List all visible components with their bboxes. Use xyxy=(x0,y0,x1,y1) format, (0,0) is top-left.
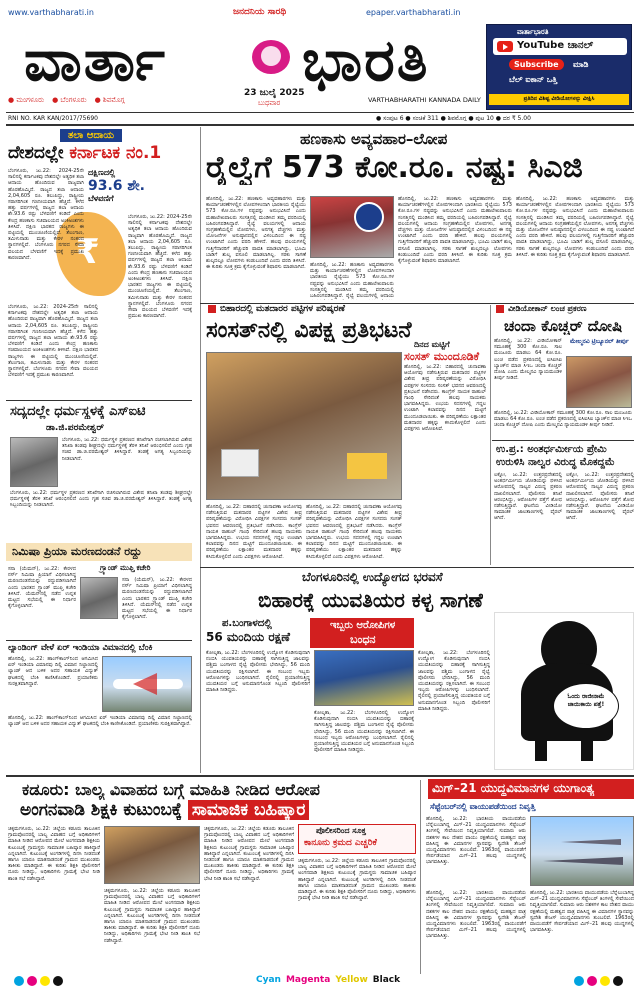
magenta-swatch-icon xyxy=(587,976,597,986)
mig-subhead: ಸೆಪ್ಟೆಂಬರ್‌ನಲ್ಲಿ ವಾಯುಪಡೆಯಿಂದ ನಿವೃತ್ತಿ xyxy=(430,802,536,811)
main-body-d: ಹೊಸದಿಲ್ಲಿ, ಜು.22: ಹಣಕಾಸು ಅವ್ಯವಹಾರಗಳು ಮತ್ತು ಕಾರ್ಯಾಚರಣೆಗಳಲ್ಲಿನ ಲೋಪಗಳಿಂದಾಗಿ ಭಾರತೀಯ ರೈಲ್ವೆಯು 573 ಕೋ.ರೂ.ಗಳ ನಷ್ಟವನ್ನು ಅನುಭವಿಸಿದೆ ಎಂದು ಮಹಾಲೇಖಪಾಲರು ಸಂಸತ್ತಿನಲ್ಲಿ ಮಂಡಿಸಿದ ತಮ್ಮ ವರದಿಯಲ್ಲಿ ಬಹಿರಂಗಪಡಿಸಿದ್ದಾರೆ. ರೈಲ್ವೆ ವಲಯಗಳಲ್ಲಿ ಆದಾಯ ಸಂಗ್ರಹಣೆಯಲ್ಲಿನ ಲೋಪಗಳು, ಅನಗತ್ಯ ವೆಚ್ಚಗಳು ಮತ್ತು ಯೋಜನೆಗಳ ಅನುಷ್ಠಾನದಲ್ಲಿನ ವಿಳಂಬದಿಂದ ಈ ನಷ್ಟ ಉಂಟಾಗಿದೆ ಎಂದು ವರದಿ ಹೇಳಿದೆ. ಹಲವು ವಲಯಗಳಲ್ಲಿ ಗುತ್ತಿಗೆದಾರರಿಗೆ ಹೆಚ್ಚುವರಿ ಪಾವತಿ ಮಾಡಲಾಗಿದ್ದು, ಭೂಮಿ ಬಾಡಿಗೆ ಶುಲ್ಕ ವಸೂಲಿ ಮಾಡಲಾಗಿಲ್ಲ. ಸರಕು ಸಾಗಣೆ ಶುಲ್ಕದಲ್ಲೂ ಲೋಪಗಳು ಕಂಡುಬಂದಿವೆ ಎಂದು ವರದಿ ತಿಳಿಸಿದೆ. ಈ ಕುರಿತು ಸೂಕ್ತ ಕ್ರಮ ಕೈಗೊಳ್ಳುವಂತೆ ಶಿಫಾರಸು ಮಾಡಲಾಗಿದೆ. xyxy=(516,196,634,258)
issue-date: 23 ಜುಲೈ 2025 xyxy=(244,88,305,98)
kadur-box-kicker: ಪೊಲೀಸರಿಂದ ಸೂಕ್ತ xyxy=(316,826,366,835)
headline-part-a: ದೇಶದಲ್ಲೇ xyxy=(8,143,64,163)
jobs-sub-d: ಬಂಧನ xyxy=(350,633,376,646)
mig-body-b: ಹೊಸದಿಲ್ಲಿ, ಜು.22: ಭಾರತೀಯ ವಾಯುಪಡೆಯ ಬೆನ್ನೆಲುಬಾಗಿದ್ದ ಮಿಗ್–21 ಯುದ್ಧವಿಮಾನಗಳು ಸೆಪ್ಟೆಂಬರ್ ತಿಂಗಳಲ್ಲಿ ಸೇವೆಯಿಂದ ನಿವೃತ್ತಿಯಾಗಲಿವೆ. ಸುಮಾರು ಆರು ದಶಕಗಳ ಕಾಲ ದೇಶದ ವಾಯು ರಕ್ಷಣೆಯಲ್ಲಿ ಮಹತ್ವದ ಪಾತ್ರ ವಹಿಸಿದ್ದ ಈ ವಿಮಾನಗಳ ಸ್ಥಾನವನ್ನು ಸ್ವದೇಶಿ ತೇಜಸ್ ಯುದ್ಧವಿಮಾನಗಳು ತುಂಬಲಿವೆ. 1963ರಲ್ಲಿ ವಾಯುಪಡೆಗೆ ಸೇರ್ಪಡೆಯಾದ ಮಿಗ್–21 ಹಲವು ಯುದ್ಧಗಳಲ್ಲಿ ಭಾಗವಹಿಸಿತ್ತು. xyxy=(426,890,526,940)
bullet-bihar-icon xyxy=(208,305,216,313)
chanda-caption: ಮೇಲ್ಮನವಿ ಟ್ರಿಬ್ಯೂನಲ್ ತೀರ್ಪು xyxy=(570,338,629,345)
kadur-body-c: ಚಿಕ್ಕಮಗಳೂರು, ಜು.22: ಜಿಲ್ಲೆಯ ಕಡೂರು ತಾಲೂಕಿನ ಗ್ರಾಮವೊಂದರಲ್ಲಿ ಬಾಲ್ಯ ವಿವಾಹದ ಬಗ್ಗೆ ಅಧಿಕಾರಿಗಳಿಗೆ ಮಾಹಿತಿ ನೀಡಿದ ಆರೋಪದ ಮೇಲೆ ಅಂಗನವಾಡಿ ಶಿಕ್ಷಕಿಯ ಕುಟುಂಬಕ್ಕೆ ಗ್ರಾಮಸ್ಥರು ಸಾಮಾಜಿಕ ಬಹಿಷ್ಕಾರ ಹಾಕಿದ್ದಾರೆ ಎನ್ನಲಾಗಿದೆ. ಕುಟುಂಬಕ್ಕೆ ಅಂಗಡಿಗಳಲ್ಲಿ ದಿನಸಿ ನೀಡದಂತೆ ಹಾಗೂ ಯಾರೂ ಮಾತನಾಡದಂತೆ ಗ್ರಾಮದ ಮುಖಂಡರು ತಾಕೀತು ಮಾಡಿದ್ದಾರೆ. ಈ ಕುರಿತು ಶಿಕ್ಷಕಿ ಪೊಲೀಸರಿಗೆ ದೂರು ನೀಡಿದ್ದು, ಅಧಿಕಾರಿಗಳು ಗ್ರಾಮಕ್ಕೆ ಭೇಟಿ ನೀಡಿ ಶಾಂತಿ ಸಭೆ ನಡೆಸಿದ್ದಾರೆ. xyxy=(204,826,294,882)
kadur-headline-2b: ಸಾಮಾಜಿಕ ಬಹಿಷ್ಕಾರ xyxy=(188,800,310,820)
up-body-a: ಲಕ್ನೋ, ಜು.22: ಉತ್ತರಪ್ರದೇಶದಲ್ಲಿ ಅಂತರ್ಧರ್ಮೀಯ ಜೋಡಿಯನ್ನು ಥಳಿಸಿದ ಆರೋಪದಲ್ಲಿ ನಾಲ್ವರ ವಿರುದ್ಧ ಪ್ರಕರಣ ದಾಖಲಿಸಲಾಗಿದೆ. ಪೊಲೀಸರು ತನಿಖೆ ಆರಂಭಿಸಿದ್ದು, ಆರೋಪಿಗಳ ಪತ್ತೆಗೆ ಶೋಧ ನಡೆಸುತ್ತಿದ್ದಾರೆ. ಘಟನೆಯ ವೀಡಿಯೋ ಸಾಮಾಜಿಕ ಜಾಲತಾಣಗಳಲ್ಲಿ ವೈರಲ್ ಆಗಿದೆ. xyxy=(494,472,562,522)
main-body-a: ಹೊಸದಿಲ್ಲಿ, ಜು.22: ಹಣಕಾಸು ಅವ್ಯವಹಾರಗಳು ಮತ್ತು ಕಾರ್ಯಾಚರಣೆಗಳಲ್ಲಿನ ಲೋಪಗಳಿಂದಾಗಿ ಭಾರತೀಯ ರೈಲ್ವೆಯು 573 ಕೋ.ರೂ.ಗಳ ನಷ್ಟವನ್ನು ಅನುಭವಿಸಿದೆ ಎಂದು ಮಹಾಲೇಖಪಾಲರು ಸಂಸತ್ತಿನಲ್ಲಿ ಮಂಡಿಸಿದ ತಮ್ಮ ವರದಿಯಲ್ಲಿ ಬಹಿರಂಗಪಡಿಸಿದ್ದಾರೆ. ರೈಲ್ವೆ ವಲಯಗಳಲ್ಲಿ ಆದಾಯ ಸಂಗ್ರಹಣೆಯಲ್ಲಿನ ಲೋಪಗಳು, ಅನಗತ್ಯ ವೆಚ್ಚಗಳು ಮತ್ತು ಯೋಜನೆಗಳ ಅನುಷ್ಠಾನದಲ್ಲಿನ ವಿಳಂಬದಿಂದ ಈ ನಷ್ಟ ಉಂಟಾಗಿದೆ ಎಂದು ವರದಿ ಹೇಳಿದೆ. ಹಲವು ವಲಯಗಳಲ್ಲಿ ಗುತ್ತಿಗೆದಾರರಿಗೆ ಹೆಚ್ಚುವರಿ ಪಾವತಿ ಮಾಡಲಾಗಿದ್ದು, ಭೂಮಿ ಬಾಡಿಗೆ ಶುಲ್ಕ ವಸೂಲಿ ಮಾಡಲಾಗಿಲ್ಲ. ಸರಕು ಸಾಗಣೆ ಶುಲ್ಕದಲ್ಲೂ ಲೋಪಗಳು ಕಂಡುಬಂದಿವೆ ಎಂದು ವರದಿ ತಿಳಿಸಿದೆ. ಈ ಕುರಿತು ಸೂಕ್ತ ಕ್ರಮ ಕೈಗೊಳ್ಳುವಂತೆ ಶಿಫಾರಸು ಮಾಡಲಾಗಿದೆ. xyxy=(206,196,306,271)
logo-emblem-icon xyxy=(252,40,290,74)
epaper-url[interactable]: epaper.varthabharati.in xyxy=(366,8,461,17)
youtube-ad-bell: ಬೆಲ್ ಐಕಾನ್ ಒತ್ತಿ xyxy=(509,75,558,84)
headline-landing: ಲ್ಯಾಂಡಿಂಗ್ ವೇಳೆ ಏರ್ ಇಂಡಿಯಾ ವಿಮಾನದಲ್ಲಿ ಬೆಂಕಿ xyxy=(8,643,153,653)
color-legend xyxy=(256,975,400,985)
main-body-b: ಹೊಸದಿಲ್ಲಿ, ಜು.22: ಹಣಕಾಸು ಅವ್ಯವಹಾರಗಳು ಮತ್ತು ಕಾರ್ಯಾಚರಣೆಗಳಲ್ಲಿನ ಲೋಪಗಳಿಂದಾಗಿ ಭಾರತೀಯ ರೈಲ್ವೆಯು 573 ಕೋ.ರೂ.ಗಳ ನಷ್ಟವನ್ನು ಅನುಭವಿಸಿದೆ ಎಂದು ಮಹಾಲೇಖಪಾಲರು ಸಂಸತ್ತಿನಲ್ಲಿ ಮಂಡಿಸಿದ ತಮ್ಮ ವರದಿಯಲ್ಲಿ ಬಹಿರಂಗಪಡಿಸಿದ್ದಾರೆ. ರೈಲ್ವೆ ವಲಯಗಳಲ್ಲಿ ಆದಾಯ xyxy=(310,262,394,300)
color-registration-left xyxy=(14,976,63,986)
edition-bengaluru: ● ಬೆಂಗಳೂರು xyxy=(52,96,87,104)
divider-left-2 xyxy=(6,640,192,641)
divider-left-1 xyxy=(6,400,192,401)
bihar-side-body: ಹೊಸದಿಲ್ಲಿ, ಜು.22: ಬಿಹಾರದಲ್ಲಿ ಚುನಾವಣಾ ಆಯೋಗವು ನಡೆಸುತ್ತಿರುವ ಮತದಾರರ ಪಟ್ಟಿಗಳ ವಿಶೇಷ ತೀವ್ರ ಪರಿಷ್ಕರಣೆಯನ್ನು ವಿರೋಧಿಸಿ ವಿಪಕ್ಷಗಳ ಸಂಸದರು ಸಂಸತ್ ಭವನದ ಆವರಣದಲ್ಲಿ ಪ್ರತಿಭಟನೆ ನಡೆಸಿದರು. ಕಾಂಗ್ರೆಸ್ ನಾಯಕ ರಾಹುಲ್ ಗಾಂಧಿ ಸೇರಿದಂತೆ ಹಲವು ನಾಯಕರು ಭಾಗವಹಿಸಿದ್ದರು. ಉಭಯ ಸದನಗಳಲ್ಲಿ ಗದ್ದಲ ಉಂಟಾಗಿ ಕಲಾಪವನ್ನು ದಿನದ ಮಟ್ಟಿಗೆ ಮುಂದೂಡಲಾಯಿತು. ಈ ಪರಿಷ್ಕರಣೆಯು ಲಕ್ಷಾಂತರ ಮತದಾರರ ಹಕ್ಕನ್ನು ಕಸಿದುಕೊಳ್ಳಲಿದೆ ಎಂದು ವಿಪಕ್ಷಗಳು ಆರೋಪಿಸಿವೆ. xyxy=(404,364,486,433)
youtube-ad-cta: ಮಾಡಿ xyxy=(573,60,589,69)
nimisha-body-a: ಸನಾ (ಯೆಮನ್), ಜು.22: ಕೇರಳದ ನರ್ಸ್ ನಿಮಿಷಾ ಪ್ರಿಯಾಗೆ ವಿಧಿಸಲಾಗಿದ್ದ ಮರಣದಂಡನೆಯನ್ನು ರದ್ದುಪಡಿಸಲಾಗಿದೆ ಎಂದು ಭಾರತದ ಗ್ರ್ಯಾಂಡ್ ಮುಫ್ತಿ ಕಚೇರಿ ತಿಳಿಸಿದೆ. ಯೆಮನ್‌ನಲ್ಲಿ ನಡೆದ ಉನ್ನತ ಮಟ್ಟದ ಸಭೆಯಲ್ಲಿ ಈ ನಿರ್ಧಾರ ಕೈಗೊಳ್ಳಲಾಗಿದೆ. xyxy=(8,566,76,610)
kadur-body-a: ಚಿಕ್ಕಮಗಳೂರು, ಜು.22: ಜಿಲ್ಲೆಯ ಕಡೂರು ತಾಲೂಕಿನ ಗ್ರಾಮವೊಂದರಲ್ಲಿ ಬಾಲ್ಯ ವಿವಾಹದ ಬಗ್ಗೆ ಅಧಿಕಾರಿಗಳಿಗೆ ಮಾಹಿತಿ ನೀಡಿದ ಆರೋಪದ ಮೇಲೆ ಅಂಗನವಾಡಿ ಶಿಕ್ಷಕಿಯ ಕುಟುಂಬಕ್ಕೆ ಗ್ರಾಮಸ್ಥರು ಸಾಮಾಜಿಕ ಬಹಿಷ್ಕಾರ ಹಾಕಿದ್ದಾರೆ ಎನ್ನಲಾಗಿದೆ. ಕುಟುಂಬಕ್ಕೆ ಅಂಗಡಿಗಳಲ್ಲಿ ದಿನಸಿ ನೀಡದಂತೆ ಹಾಗೂ ಯಾರೂ ಮಾತನಾಡದಂತೆ ಗ್ರಾಮದ ಮುಖಂಡರು ತಾಕೀತು ಮಾಡಿದ್ದಾರೆ. ಈ ಕುರಿತು ಶಿಕ್ಷಕಿ ಪೊಲೀಸರಿಗೆ ದೂರು ನೀಡಿದ್ದು, ಅಧಿಕಾರಿಗಳು ಗ್ರಾಮಕ್ಕೆ ಭೇಟಿ ನೀಡಿ ಶಾಂತಿ ಸಭೆ ನಡೆಸಿದ್ದಾರೆ. xyxy=(8,826,100,882)
landing-body-b: ಹೊಸದಿಲ್ಲಿ, ಜು.22: ಹಾಂಗ್‌ಕಾಂಗ್‌ನಿಂದ ಆಗಮಿಸಿದ ಏರ್ ಇಂಡಿಯಾ ವಿಮಾನವು ದಿಲ್ಲಿ ವಿಮಾನ ನಿಲ್ದಾಣದಲ್ಲಿ ಲ್ಯಾಂಡ್ ಆದ ಬಳಿಕ ಅದರ ಸಹಾಯಕ ವಿದ್ಯುತ್ ಘಟಕದಲ್ಲಿ ಬೆಂಕಿ ಕಾಣಿಸಿಕೊಂಡಿದೆ. ಪ್ರಯಾಣಿಕರು ಸುರಕ್ಷಿತವಾಗಿದ್ದಾರೆ. xyxy=(8,715,192,728)
youtube-ad-brand: ವಾರ್ತಾಭಾರತಿ xyxy=(517,28,549,36)
yellow-swatch-icon xyxy=(40,976,50,986)
jobs-kicker: ಬೆಂಗಳೂರಿನಲ್ಲಿ ಉದ್ಯೋಗದ ಭರವಸೆ xyxy=(302,570,443,584)
jobs-body-a: ಕೋಲ್ಕತಾ, ಜು.22: ಬೆಂಗಳೂರಿನಲ್ಲಿ ಉದ್ಯೋಗ ಕೊಡಿಸುವುದಾಗಿ ನಂಬಿಸಿ ಯುವತಿಯರನ್ನು ಬಿಹಾರಕ್ಕೆ ಸಾಗಿಸುತ್ತಿದ್ದ ಜಾಲವನ್ನು ಪಶ್ಚಿಮ ಬಂಗಾಳದ ರೈಲ್ವೆ ಪೊಲೀಸರು ಭೇದಿಸಿದ್ದು, 56 ಮಂದಿ ಯುವತಿಯರನ್ನು ರಕ್ಷಿಸಲಾಗಿದೆ. ಈ ಸಂಬಂಧ ಇಬ್ಬರು ಆರೋಪಿಗಳನ್ನು ಬಂಧಿಸಲಾಗಿದೆ. ರೈಲಿನಲ್ಲಿ ಪ್ರಯಾಣಿಸುತ್ತಿದ್ದ ಯುವತಿಯರ ಬಗ್ಗೆ ಅನುಮಾನಗೊಂಡ ಸಿಬ್ಬಂದಿ ಪೊಲೀಸರಿಗೆ ಮಾಹಿತಿ ನೀಡಿದ್ದರು. xyxy=(206,650,310,694)
section-tag-per-capita: ತಲಾ ಆದಾಯ xyxy=(60,129,122,142)
black-swatch-icon xyxy=(53,976,63,986)
headline-sit: ಸದ್ಯದಲ್ಲೇ ಧರ್ಮಸ್ಥಳಕ್ಕೆ ಎಸ್‌ಐಟಿ xyxy=(10,404,146,419)
jobs-body-c: ಕೋಲ್ಕತಾ, ಜು.22: ಬೆಂಗಳೂರಿನಲ್ಲಿ ಉದ್ಯೋಗ ಕೊಡಿಸುವುದಾಗಿ ನಂಬಿಸಿ ಯುವತಿಯರನ್ನು ಬಿಹಾರಕ್ಕೆ ಸಾಗಿಸುತ್ತಿದ್ದ ಜಾಲವನ್ನು ಪಶ್ಚಿಮ ಬಂಗಾಳದ ರೈಲ್ವೆ ಪೊಲೀಸರು ಭೇದಿಸಿದ್ದು, 56 ಮಂದಿ ಯುವತಿಯರನ್ನು ರಕ್ಷಿಸಲಾಗಿದೆ. ಈ ಸಂಬಂಧ ಇಬ್ಬರು ಆರೋಪಿಗಳನ್ನು ಬಂಧಿಸಲಾಗಿದೆ. ರೈಲಿನಲ್ಲಿ ಪ್ರಯಾಣಿಸುತ್ತಿದ್ದ ಯುವತಿಯರ ಬಗ್ಗೆ ಅನುಮಾನಗೊಂಡ ಸಿಬ್ಬಂದಿ ಪೊಲೀಸರಿಗೆ ಮಾಹಿತಿ ನೀಡಿದ್ದರು. xyxy=(418,650,490,712)
main-headline xyxy=(206,150,634,185)
jobs-sub-c: ಇಬ್ಬರು ಆರೋಪಿಗಳ xyxy=(330,620,396,631)
south-label: ದಕ್ಷಿಣದಲ್ಲಿ xyxy=(88,168,116,177)
headline-nimisha: ನಿಮಿಷಾ ಪ್ರಿಯಾ ಮರಣದಂಡನೆ ರದ್ದು xyxy=(12,545,142,558)
main-headline-text: ರೈಲ್ವೆಗೆ 573 ಕೋ.ರೂ. ನಷ್ಟ: ಸಿಎಜಿ xyxy=(206,150,583,185)
nimisha-kicker: ಗ್ರ್ಯಾಂಡ್ ಮುಫ್ತಿ ಕಚೇರಿ xyxy=(100,564,151,572)
tagline: ಜನದನಿಯ ಸಾರಥಿ xyxy=(233,7,287,17)
youtube-ad[interactable] xyxy=(486,24,632,110)
jobs-sub-a: ಪ.ಬಂಗಾಳದಲ್ಲಿ xyxy=(222,618,272,629)
divider-up xyxy=(492,440,634,441)
masthead-divider-2 xyxy=(6,124,634,126)
bihar-kicker: ಬಿಹಾರದಲ್ಲಿ ಮತದಾರರ ಪಟ್ಟಿಗಳ ಪರಿಷ್ಕರಣೆ xyxy=(220,304,345,314)
youtube-channel-text: YouTube ಚಾನಲ್ xyxy=(517,40,594,51)
kadur-headline-2 xyxy=(20,800,309,820)
photo-parameshwar xyxy=(10,437,58,487)
cartoon-caption: ಓಂದು ರಾಜೀನಾಮೆ ಜಾಯಿಕಾಯಿ ಪತ್ತೆ! xyxy=(567,693,605,708)
website-url[interactable]: www.varthabharati.in xyxy=(8,8,94,17)
photo-nimisha xyxy=(80,577,118,619)
jobs-sub-b xyxy=(206,630,290,645)
bihar-body-a: ಹೊಸದಿಲ್ಲಿ, ಜು.22: ಬಿಹಾರದಲ್ಲಿ ಚುನಾವಣಾ ಆಯೋಗವು ನಡೆಸುತ್ತಿರುವ ಮತದಾರರ ಪಟ್ಟಿಗಳ ವಿಶೇಷ ತೀವ್ರ ಪರಿಷ್ಕರಣೆಯನ್ನು ವಿರೋಧಿಸಿ ವಿಪಕ್ಷಗಳ ಸಂಸದರು ಸಂಸತ್ ಭವನದ ಆವರಣದಲ್ಲಿ ಪ್ರತಿಭಟನೆ ನಡೆಸಿದರು. ಕಾಂಗ್ರೆಸ್ ನಾಯಕ ರಾಹುಲ್ ಗಾಂಧಿ ಸೇರಿದಂತೆ ಹಲವು ನಾಯಕರು ಭಾಗವಹಿಸಿದ್ದರು. ಉಭಯ ಸದನಗಳಲ್ಲಿ ಗದ್ದಲ ಉಂಟಾಗಿ ಕಲಾಪವನ್ನು ದಿನದ ಮಟ್ಟಿಗೆ ಮುಂದೂಡಲಾಯಿತು. ಈ ಪರಿಷ್ಕರಣೆಯು ಲಕ್ಷಾಂತರ ಮತದಾರರ ಹಕ್ಕನ್ನು ಕಸಿದುಕೊಳ್ಳಲಿದೆ ಎಂದು ವಿಪಕ್ಷಗಳು ಆರೋಪಿಸಿವೆ. xyxy=(206,504,302,560)
edition-shivamogga: ● ಶಿವಮೊಗ್ಗ xyxy=(94,96,125,104)
karnataka-map-icon: ₹ xyxy=(56,212,126,296)
rni-number: RNI NO. KAR KAN/2017/75690 xyxy=(8,115,98,122)
kadur-body-b: ಚಿಕ್ಕಮಗಳೂರು, ಜು.22: ಜಿಲ್ಲೆಯ ಕಡೂರು ತಾಲೂಕಿನ ಗ್ರಾಮವೊಂದರಲ್ಲಿ ಬಾಲ್ಯ ವಿವಾಹದ ಬಗ್ಗೆ ಅಧಿಕಾರಿಗಳಿಗೆ ಮಾಹಿತಿ ನೀಡಿದ ಆರೋಪದ ಮೇಲೆ ಅಂಗನವಾಡಿ ಶಿಕ್ಷಕಿಯ ಕುಟುಂಬಕ್ಕೆ ಗ್ರಾಮಸ್ಥರು ಸಾಮಾಜಿಕ ಬಹಿಷ್ಕಾರ ಹಾಕಿದ್ದಾರೆ ಎನ್ನಲಾಗಿದೆ. ಕುಟುಂಬಕ್ಕೆ ಅಂಗಡಿಗಳಲ್ಲಿ ದಿನಸಿ ನೀಡದಂತೆ ಹಾಗೂ ಯಾರೂ ಮಾತನಾಡದಂತೆ ಗ್ರಾಮದ ಮುಖಂಡರು ತಾಕೀತು ಮಾಡಿದ್ದಾರೆ. ಈ ಕುರಿತು ಶಿಕ್ಷಕಿ ಪೊಲೀಸರಿಗೆ ದೂರು ನೀಡಿದ್ದು, ಅಧಿಕಾರಿಗಳು ಗ್ರಾಮಕ್ಕೆ ಭೇಟಿ ನೀಡಿ ಶಾಂತಿ ಸಭೆ ನಡೆಸಿದ್ದಾರೆ. xyxy=(104,888,200,944)
sit-body-b: ಬೆಂಗಳೂರು, ಜು.22: ಧರ್ಮಸ್ಥಳ ಪ್ರಕರಣದ ತನಿಖೆಗಾಗಿ ರಚಿಸಲಾಗಿರುವ ವಿಶೇಷ ತನಿಖಾ ತಂಡವು ಶೀಘ್ರದಲ್ಲೇ ಧರ್ಮಸ್ಥಳಕ್ಕೆ ತೆರಳಿ ತನಿಖೆ ಆರಂಭಿಸಲಿದೆ ಎಂದು ಗೃಹ ಸಚಿವ ಡಾ.ಜಿ.ಪರಮೇಶ್ವರ್ ತಿಳಿಸಿದ್ದಾರೆ. ತಂಡಕ್ಕೆ ಅಗತ್ಯ ಸಿಬ್ಬಂದಿಯನ್ನು ನೀಡಲಾಗಿದೆ. xyxy=(10,490,192,509)
bullet-chanda-icon xyxy=(496,305,504,313)
up-headline: ಉ.ಪ್ರ.: ಅಂತರ್ಧರ್ಮೀಯ ಪ್ರೇಮಿ ಉರುಳಿಸಿ ನಾಲ್ವರ ವಿರುದ್ಧ ಮೊಕದ್ದಮೆ xyxy=(496,444,615,468)
youtube-banner xyxy=(493,38,627,55)
photo-train xyxy=(310,196,394,258)
youtube-play-icon xyxy=(497,41,513,52)
growth-stat: 93.6 ಶೇ. xyxy=(88,178,145,194)
kadur-headline-1: ಕಡೂರು: ಬಾಲ್ಯ ವಿವಾಹದ ಬಗ್ಗೆ ಮಾಹಿತಿ ನೀಡಿದ ಆರೋಪ xyxy=(22,780,320,799)
column-divider-right xyxy=(490,305,491,565)
chanda-kicker: ವೀಡಿಯೋಕಾನ್ ಲಂಚ ಪ್ರಕರಣ xyxy=(508,304,587,313)
up-body-b: ಲಕ್ನೋ, ಜು.22: ಉತ್ತರಪ್ರದೇಶದಲ್ಲಿ ಅಂತರ್ಧರ್ಮೀಯ ಜೋಡಿಯನ್ನು ಥಳಿಸಿದ ಆರೋಪದಲ್ಲಿ ನಾಲ್ವರ ವಿರುದ್ಧ ಪ್ರಕರಣ ದಾಖಲಿಸಲಾಗಿದೆ. ಪೊಲೀಸರು ತನಿಖೆ ಆರಂಭಿಸಿದ್ದು, ಆರೋಪಿಗಳ ಪತ್ತೆಗೆ ಶೋಧ ನಡೆಸುತ್ತಿದ್ದಾರೆ. ಘಟನೆಯ ವೀಡಿಯೋ ಸಾಮಾಜಿಕ ಜಾಲತಾಣಗಳಲ್ಲಿ ವೈರಲ್ ಆಗಿದೆ. xyxy=(566,472,634,522)
edition-mangaluru: ● ಮಂಗಳೂರು xyxy=(8,96,45,104)
headline-karnataka-first xyxy=(8,143,161,163)
byline-parameshwar: ಡಾ.ಜಿ.ಪರಮೇಶ್ವರ್ xyxy=(46,423,105,433)
mig-body-c: ಹೊಸದಿಲ್ಲಿ, ಜು.22: ಭಾರತೀಯ ವಾಯುಪಡೆಯ ಬೆನ್ನೆಲುಬಾಗಿದ್ದ ಮಿಗ್–21 ಯುದ್ಧವಿಮಾನಗಳು ಸೆಪ್ಟೆಂಬರ್ ತಿಂಗಳಲ್ಲಿ ಸೇವೆಯಿಂದ ನಿವೃತ್ತಿಯಾಗಲಿವೆ. ಸುಮಾರು ಆರು ದಶಕಗಳ ಕಾಲ ದೇಶದ ವಾಯು ರಕ್ಷಣೆಯಲ್ಲಿ ಮಹತ್ವದ ಪಾತ್ರ ವಹಿಸಿದ್ದ ಈ ವಿಮಾನಗಳ ಸ್ಥಾನವನ್ನು ಸ್ವದೇಶಿ ತೇಜಸ್ ಯುದ್ಧವಿಮಾನಗಳು ತುಂಬಲಿವೆ. 1963ರಲ್ಲಿ ವಾಯುಪಡೆಗೆ ಸೇರ್ಪಡೆಯಾದ ಮಿಗ್–21 ಹಲವು ಯುದ್ಧಗಳಲ್ಲಿ ಭಾಗವಹಿಸಿತ್ತು. xyxy=(530,890,634,934)
masthead-title-left: ವಾರ್ತಾ xyxy=(24,26,167,94)
masthead-title-right: ಭಾರತಿ xyxy=(302,26,430,94)
legend-cyan: Cyan xyxy=(256,975,281,985)
sit-body-a: ಬೆಂಗಳೂರು, ಜು.22: ಧರ್ಮಸ್ಥಳ ಪ್ರಕರಣದ ತನಿಖೆಗಾಗಿ ರಚಿಸಲಾಗಿರುವ ವಿಶೇಷ ತನಿಖಾ ತಂಡವು ಶೀಘ್ರದಲ್ಲೇ ಧರ್ಮಸ್ಥಳಕ್ಕೆ ತೆರಳಿ ತನಿಖೆ ಆರಂಭಿಸಲಿದೆ ಎಂದು ಗೃಹ ಸಚಿವ ಡಾ.ಜಿ.ಪರಮೇಶ್ವರ್ ತಿಳಿಸಿದ್ದಾರೆ. ತಂಡಕ್ಕೆ ಅಗತ್ಯ ಸಿಬ್ಬಂದಿಯನ್ನು ನೀಡಲಾಗಿದೆ. xyxy=(62,437,192,462)
karnataka-body-c: ಬೆಂಗಳೂರು, ಜು.22: 2024-25ನೇ ಸಾಲಿನಲ್ಲಿ ಕರ್ನಾಟಕವು ದೇಶದಲ್ಲೇ ಅತ್ಯಧಿಕ ತಲಾ ಆದಾಯ ಹೊಂದಿರುವ ರಾಜ್ಯವಾಗಿ ಹೊರಹೊಮ್ಮಿದೆ. ರಾಜ್ಯದ ತಲಾ ಆದಾಯ 2,04,605 ರೂ. ತಲುಪಿದ್ದು, ರಾಷ್ಟ್ರೀಯ ಸರಾಸರಿಗಿಂತ ಗಣನೀಯವಾಗಿ ಹೆಚ್ಚಿದೆ. ಕಳೆದ ಹತ್ತು ವರ್ಷಗಳಲ್ಲಿ ರಾಜ್ಯದ ತಲಾ ಆದಾಯ ಶೇ.93.6 ರಷ್ಟು ಬೆಳವಣಿಗೆ ಕಂಡಿದೆ ಎಂದು ಕೇಂದ್ರ ಹಣಕಾಸು ಸಚಿವಾಲಯದ ಅಂಕಿಅಂಶಗಳು ತಿಳಿಸಿವೆ. ದಕ್ಷಿಣ ಭಾರತದ ರಾಜ್ಯಗಳು ಈ ಪಟ್ಟಿಯಲ್ಲಿ ಮುಂಚೂಣಿಯಲ್ಲಿವೆ. ತೆಲಂಗಾಣ, ತಮಿಳುನಾಡು ಮತ್ತು ಕೇರಳ ನಂತರದ ಸ್ಥಾನಗಳಲ್ಲಿವೆ. ಬೆಂಗಳೂರು ನಗರದ ಸೇವಾ ವಲಯದ ಬೆಳವಣಿಗೆ ಇದಕ್ಕೆ ಪ್ರಮುಖ ಕಾರಣವಾಗಿದೆ. xyxy=(128,214,192,320)
issue-weekday: ಬುಧವಾರ xyxy=(258,99,281,107)
bihar-body-b: ಹೊಸದಿಲ್ಲಿ, ಜು.22: ಬಿಹಾರದಲ್ಲಿ ಚುನಾವಣಾ ಆಯೋಗವು ನಡೆಸುತ್ತಿರುವ ಮತದಾರರ ಪಟ್ಟಿಗಳ ವಿಶೇಷ ತೀವ್ರ ಪರಿಷ್ಕರಣೆಯನ್ನು ವಿರೋಧಿಸಿ ವಿಪಕ್ಷಗಳ ಸಂಸದರು ಸಂಸತ್ ಭವನದ ಆವರಣದಲ್ಲಿ ಪ್ರತಿಭಟನೆ ನಡೆಸಿದರು. ಕಾಂಗ್ರೆಸ್ ನಾಯಕ ರಾಹುಲ್ ಗಾಂಧಿ ಸೇರಿದಂತೆ ಹಲವು ನಾಯಕರು ಭಾಗವಹಿಸಿದ್ದರು. ಉಭಯ ಸದನಗಳಲ್ಲಿ ಗದ್ದಲ ಉಂಟಾಗಿ ಕಲಾಪವನ್ನು ದಿನದ ಮಟ್ಟಿಗೆ ಮುಂದೂಡಲಾಯಿತು. ಈ ಪರಿಷ್ಕರಣೆಯು ಲಕ್ಷಾಂತರ ಮತದಾರರ ಹಕ್ಕನ್ನು ಕಸಿದುಕೊಳ್ಳಲಿದೆ ಎಂದು ವಿಪಕ್ಷಗಳು ಆರೋಪಿಸಿವೆ. xyxy=(306,504,402,560)
legend-magenta: Magenta xyxy=(285,975,331,985)
cyan-swatch-icon xyxy=(14,976,24,986)
yellow-swatch-icon xyxy=(600,976,610,986)
youtube-ad-footer: ಪ್ರತಿದಿನ ವಿಶಿಷ್ಟ ವೀಡಿಯೋಗಳನ್ನು ವೀಕ್ಷಿಸಿ xyxy=(489,94,629,105)
subscribe-button[interactable]: Subscribe xyxy=(509,59,564,70)
mig-body-a: ಹೊಸದಿಲ್ಲಿ, ಜು.22: ಭಾರತೀಯ ವಾಯುಪಡೆಯ ಬೆನ್ನೆಲುಬಾಗಿದ್ದ ಮಿಗ್–21 ಯುದ್ಧವಿಮಾನಗಳು ಸೆಪ್ಟೆಂಬರ್ ತಿಂಗಳಲ್ಲಿ ಸೇವೆಯಿಂದ ನಿವೃತ್ತಿಯಾಗಲಿವೆ. ಸುಮಾರು ಆರು ದಶಕಗಳ ಕಾಲ ದೇಶದ ವಾಯು ರಕ್ಷಣೆಯಲ್ಲಿ ಮಹತ್ವದ ಪಾತ್ರ ವಹಿಸಿದ್ದ ಈ ವಿಮಾನಗಳ ಸ್ಥಾನವನ್ನು ಸ್ವದೇಶಿ ತೇಜಸ್ ಯುದ್ಧವಿಮಾನಗಳು ತುಂಬಲಿವೆ. 1963ರಲ್ಲಿ ವಾಯುಪಡೆಗೆ ಸೇರ್ಪಡೆಯಾದ ಮಿಗ್–21 ಹಲವು ಯುದ್ಧಗಳಲ್ಲಿ ಭಾಗವಹಿಸಿತ್ತು. xyxy=(426,816,526,866)
mig-headline: ಮಿಗ್–21 ಯುದ್ಧವಿಮಾನಗಳ ಯುಗಾಂತ್ಯ xyxy=(432,781,595,795)
column-divider-main xyxy=(200,127,201,773)
cyan-swatch-icon xyxy=(574,976,584,986)
legend-yellow: Yellow xyxy=(335,975,368,985)
editions-list xyxy=(8,96,125,105)
photo-train-station xyxy=(314,650,414,706)
color-registration-right xyxy=(574,976,623,986)
kadur-headline-2a: ಅಂಗನವಾಡಿ ಶಿಕ್ಷಕಿ ಕುಟುಂಬಕ್ಕೆ xyxy=(20,800,182,820)
kadur-body-d: ಚಿಕ್ಕಮಗಳೂರು, ಜು.22: ಜಿಲ್ಲೆಯ ಕಡೂರು ತಾಲೂಕಿನ ಗ್ರಾಮವೊಂದರಲ್ಲಿ ಬಾಲ್ಯ ವಿವಾಹದ ಬಗ್ಗೆ ಅಧಿಕಾರಿಗಳಿಗೆ ಮಾಹಿತಿ ನೀಡಿದ ಆರೋಪದ ಮೇಲೆ ಅಂಗನವಾಡಿ ಶಿಕ್ಷಕಿಯ ಕುಟುಂಬಕ್ಕೆ ಗ್ರಾಮಸ್ಥರು ಸಾಮಾಜಿಕ ಬಹಿಷ್ಕಾರ ಹಾಕಿದ್ದಾರೆ ಎನ್ನಲಾಗಿದೆ. ಕುಟುಂಬಕ್ಕೆ ಅಂಗಡಿಗಳಲ್ಲಿ ದಿನಸಿ ನೀಡದಂತೆ ಹಾಗೂ ಯಾರೂ ಮಾತನಾಡದಂತೆ ಗ್ರಾಮದ ಮುಖಂಡರು ತಾಕೀತು ಮಾಡಿದ್ದಾರೆ. ಈ ಕುರಿತು ಶಿಕ್ಷಕಿ ಪೊಲೀಸರಿಗೆ ದೂರು ನೀಡಿದ್ದು, ಅಧಿಕಾರಿಗಳು ಗ್ರಾಮಕ್ಕೆ ಭೇಟಿ ನೀಡಿ ಶಾಂತಿ ಸಭೆ ನಡೆಸಿದ್ದಾರೆ. xyxy=(298,858,416,902)
divider-jobs xyxy=(200,567,634,568)
bihar-side-kicker: ದಿನದ ಮಟ್ಟಿಗೆ xyxy=(414,340,450,349)
growth-stat-label: ಬೆಳವಣಿಗೆ xyxy=(88,194,114,203)
column-divider-mig xyxy=(420,780,421,974)
photo-mig21-jets xyxy=(530,816,634,886)
bihar-side-headline: ಸಂಸತ್ ಮುಂದೂಡಿಕೆ xyxy=(404,350,480,363)
chanda-body-a: ಹೊಸದಿಲ್ಲಿ, ಜು.22: ವೀಡಿಯೋಕಾನ್ ಸಮೂಹಕ್ಕೆ 300 ಕೋ.ರೂ. ಸಾಲ ಮಂಜೂರು ಮಾಡಲು 64 ಕೋ.ರೂ. ಲಂಚ ಪಡೆದ ಪ್ರಕರಣದಲ್ಲಿ ಐಸಿಐಸಿಐ ಬ್ಯಾಂಕ್‌ನ ಮಾಜಿ ಸಿಇಒ ಚಂದಾ ಕೊಚ್ಚರ್ ದೋಷಿ ಎಂದು ಮೇಲ್ಮನವಿ ನ್ಯಾಯಮಂಡಳಿ ತೀರ್ಪು ನೀಡಿದೆ. xyxy=(494,338,562,382)
chanda-body-b: ಹೊಸದಿಲ್ಲಿ, ಜು.22: ವೀಡಿಯೋಕಾನ್ ಸಮೂಹಕ್ಕೆ 300 ಕೋ.ರೂ. ಸಾಲ ಮಂಜೂರು ಮಾಡಲು 64 ಕೋ.ರೂ. ಲಂಚ ಪಡೆದ ಪ್ರಕರಣದಲ್ಲಿ ಐಸಿಐಸಿಐ ಬ್ಯಾಂಕ್‌ನ ಮಾಜಿ ಸಿಇಒ ಚಂದಾ ಕೊಚ್ಚರ್ ದೋಷಿ ಎಂದು ಮೇಲ್ಮನವಿ ನ್ಯಾಯಮಂಡಳಿ ತೀರ್ಪು ನೀಡಿದೆ. xyxy=(494,410,632,429)
main-kicker: ಹಣಕಾಸು ಅವ್ಯವಹಾರ–ಲೋಪ xyxy=(300,130,448,148)
issue-info: ● ಸಂಪುಟ 6 ● ಸಂಚಿಕೆ 311 ● ಶಿವಮೊಗ್ಗ ● ಪುಟ 10 ● ದರ ₹ 5.00 xyxy=(376,115,531,122)
jobs-headline: ಬಿಹಾರಕ್ಕೆ ಯುವತಿಯರ ಕಳ್ಳ ಸಾಗಣೆ xyxy=(258,588,483,612)
kadur-box-headline: ಕಾನೂನು ಕ್ರಮದ ಎಚ್ಚರಿಕೆ xyxy=(304,838,377,848)
jobs-body-b: ಕೋಲ್ಕತಾ, ಜು.22: ಬೆಂಗಳೂರಿನಲ್ಲಿ ಉದ್ಯೋಗ ಕೊಡಿಸುವುದಾಗಿ ನಂಬಿಸಿ ಯುವತಿಯರನ್ನು ಬಿಹಾರಕ್ಕೆ ಸಾಗಿಸುತ್ತಿದ್ದ ಜಾಲವನ್ನು ಪಶ್ಚಿಮ ಬಂಗಾಳದ ರೈಲ್ವೆ ಪೊಲೀಸರು ಭೇದಿಸಿದ್ದು, 56 ಮಂದಿ ಯುವತಿಯರನ್ನು ರಕ್ಷಿಸಲಾಗಿದೆ. ಈ ಸಂಬಂಧ ಇಬ್ಬರು ಆರೋಪಿಗಳನ್ನು ಬಂಧಿಸಲಾಗಿದೆ. ರೈಲಿನಲ್ಲಿ ಪ್ರಯಾಣಿಸುತ್ತಿದ್ದ ಯುವತಿಯರ ಬಗ್ಗೆ ಅನುಮಾನಗೊಂಡ ಸಿಬ್ಬಂದಿ ಪೊಲೀಸರಿಗೆ ಮಾಹಿತಿ ನೀಡಿದ್ದರು. xyxy=(314,710,414,754)
chanda-headline: ಚಂದಾ ಕೊಚ್ಚರ್ ದೋಷಿ xyxy=(504,317,623,335)
photo-chanda-kochhar xyxy=(566,356,632,408)
photo-parliament-protest xyxy=(206,352,402,500)
nimisha-body-b: ಸನಾ (ಯೆಮನ್), ಜು.22: ಕೇರಳದ ನರ್ಸ್ ನಿಮಿಷಾ ಪ್ರಿಯಾಗೆ ವಿಧಿಸಲಾಗಿದ್ದ ಮರಣದಂಡನೆಯನ್ನು ರದ್ದುಪಡಿಸಲಾಗಿದೆ ಎಂದು ಭಾರತದ ಗ್ರ್ಯಾಂಡ್ ಮುಫ್ತಿ ಕಚೇರಿ ತಿಳಿಸಿದೆ. ಯೆಮನ್‌ನಲ್ಲಿ ನಡೆದ ಉನ್ನತ ಮಟ್ಟದ ಸಭೆಯಲ್ಲಿ ಈ ನಿರ್ಧಾರ ಕೈಗೊಳ್ಳಲಾಗಿದೆ. xyxy=(122,577,192,621)
bihar-headline: ಸಂಸತ್‌ನಲ್ಲಿ ವಿಪಕ್ಷ ಪ್ರತಿಭಟನೆ xyxy=(206,318,412,343)
masthead-divider xyxy=(6,112,634,113)
jobs-sub-b-text: 56 ಮಂದಿಯ ರಕ್ಷಣೆ xyxy=(206,630,290,644)
magenta-swatch-icon xyxy=(27,976,37,986)
divider-kadur xyxy=(6,775,634,777)
daily-name: VARTHABHARATHI KANNADA DAILY xyxy=(368,96,481,104)
photo-kadur-village xyxy=(104,826,200,884)
karnataka-body-b: ಬೆಂಗಳೂರು, ಜು.22: 2024-25ನೇ ಸಾಲಿನಲ್ಲಿ ಕರ್ನಾಟಕವು ದೇಶದಲ್ಲೇ ಅತ್ಯಧಿಕ ತಲಾ ಆದಾಯ ಹೊಂದಿರುವ ರಾಜ್ಯವಾಗಿ ಹೊರಹೊಮ್ಮಿದೆ. ರಾಜ್ಯದ ತಲಾ ಆದಾಯ 2,04,605 ರೂ. ತಲುಪಿದ್ದು, ರಾಷ್ಟ್ರೀಯ ಸರಾಸರಿಗಿಂತ ಗಣನೀಯವಾಗಿ ಹೆಚ್ಚಿದೆ. ಕಳೆದ ಹತ್ತು ವರ್ಷಗಳಲ್ಲಿ ರಾಜ್ಯದ ತಲಾ ಆದಾಯ ಶೇ.93.6 ರಷ್ಟು ಬೆಳವಣಿಗೆ ಕಂಡಿದೆ ಎಂದು ಕೇಂದ್ರ ಹಣಕಾಸು ಸಚಿವಾಲಯದ ಅಂಕಿಅಂಶಗಳು ತಿಳಿಸಿವೆ. ದಕ್ಷಿಣ ಭಾರತದ ರಾಜ್ಯಗಳು ಈ ಪಟ್ಟಿಯಲ್ಲಿ ಮುಂಚೂಣಿಯಲ್ಲಿವೆ. ತೆಲಂಗಾಣ, ತಮಿಳುನಾಡು ಮತ್ತು ಕೇರಳ ನಂತರದ ಸ್ಥಾನಗಳಲ್ಲಿವೆ. ಬೆಂಗಳೂರು ನಗರದ ಸೇವಾ ವಲಯದ ಬೆಳವಣಿಗೆ ಇದಕ್ಕೆ ಪ್ರಮುಖ ಕಾರಣವಾಗಿದೆ. xyxy=(8,304,98,379)
karnataka-body-a: ಬೆಂಗಳೂರು, ಜು.22: 2024-25ನೇ ಸಾಲಿನಲ್ಲಿ ಕರ್ನಾಟಕವು ದೇಶದಲ್ಲೇ ಅತ್ಯಧಿಕ ತಲಾ ಆದಾಯ ಹೊಂದಿರುವ ರಾಜ್ಯವಾಗಿ ಹೊರಹೊಮ್ಮಿದೆ. ರಾಜ್ಯದ ತಲಾ ಆದಾಯ 2,04,605 ರೂ. ತಲುಪಿದ್ದು, ರಾಷ್ಟ್ರೀಯ ಸರಾಸರಿಗಿಂತ ಗಣನೀಯವಾಗಿ ಹೆಚ್ಚಿದೆ. ಕಳೆದ ಹತ್ತು ವರ್ಷಗಳಲ್ಲಿ ರಾಜ್ಯದ ತಲಾ ಆದಾಯ ಶೇ.93.6 ರಷ್ಟು ಬೆಳವಣಿಗೆ ಕಂಡಿದೆ ಎಂದು ಕೇಂದ್ರ ಹಣಕಾಸು ಸಚಿವಾಲಯದ ಅಂಕಿಅಂಶಗಳು ತಿಳಿಸಿವೆ. ದಕ್ಷಿಣ ಭಾರತದ ರಾಜ್ಯಗಳು ಈ ಪಟ್ಟಿಯಲ್ಲಿ ಮುಂಚೂಣಿಯಲ್ಲಿವೆ. ತೆಲಂಗಾಣ, ತಮಿಳುನಾಡು ಮತ್ತು ಕೇರಳ ನಂತರದ ಸ್ಥಾನಗಳಲ್ಲಿವೆ. ಬೆಂಗಳೂರು ನಗರದ ಸೇವಾ ವಲಯದ ಬೆಳವಣಿಗೆ ಇದಕ್ಕೆ ಪ್ರಮುಖ ಕಾರಣವಾಗಿದೆ. xyxy=(8,168,84,261)
main-body-c: ಹೊಸದಿಲ್ಲಿ, ಜು.22: ಹಣಕಾಸು ಅವ್ಯವಹಾರಗಳು ಮತ್ತು ಕಾರ್ಯಾಚರಣೆಗಳಲ್ಲಿನ ಲೋಪಗಳಿಂದಾಗಿ ಭಾರತೀಯ ರೈಲ್ವೆಯು 573 ಕೋ.ರೂ.ಗಳ ನಷ್ಟವನ್ನು ಅನುಭವಿಸಿದೆ ಎಂದು ಮಹಾಲೇಖಪಾಲರು ಸಂಸತ್ತಿನಲ್ಲಿ ಮಂಡಿಸಿದ ತಮ್ಮ ವರದಿಯಲ್ಲಿ ಬಹಿರಂಗಪಡಿಸಿದ್ದಾರೆ. ರೈಲ್ವೆ ವಲಯಗಳಲ್ಲಿ ಆದಾಯ ಸಂಗ್ರಹಣೆಯಲ್ಲಿನ ಲೋಪಗಳು, ಅನಗತ್ಯ ವೆಚ್ಚಗಳು ಮತ್ತು ಯೋಜನೆಗಳ ಅನುಷ್ಠಾನದಲ್ಲಿನ ವಿಳಂಬದಿಂದ ಈ ನಷ್ಟ ಉಂಟಾಗಿದೆ ಎಂದು ವರದಿ ಹೇಳಿದೆ. ಹಲವು ವಲಯಗಳಲ್ಲಿ ಗುತ್ತಿಗೆದಾರರಿಗೆ ಹೆಚ್ಚುವರಿ ಪಾವತಿ ಮಾಡಲಾಗಿದ್ದು, ಭೂಮಿ ಬಾಡಿಗೆ ಶುಲ್ಕ ವಸೂಲಿ ಮಾಡಲಾಗಿಲ್ಲ. ಸರಕು ಸಾಗಣೆ ಶುಲ್ಕದಲ್ಲೂ ಲೋಪಗಳು ಕಂಡುಬಂದಿವೆ ಎಂದು ವರದಿ ತಿಳಿಸಿದೆ. ಈ ಕುರಿತು ಸೂಕ್ತ ಕ್ರಮ ಕೈಗೊಳ್ಳುವಂತೆ ಶಿಫಾರಸು ಮಾಡಲಾಗಿದೆ. xyxy=(398,196,512,265)
landing-body-a: ಹೊಸದಿಲ್ಲಿ, ಜು.22: ಹಾಂಗ್‌ಕಾಂಗ್‌ನಿಂದ ಆಗಮಿಸಿದ ಏರ್ ಇಂಡಿಯಾ ವಿಮಾನವು ದಿಲ್ಲಿ ವಿಮಾನ ನಿಲ್ದಾಣದಲ್ಲಿ ಲ್ಯಾಂಡ್ ಆದ ಬಳಿಕ ಅದರ ಸಹಾಯಕ ವಿದ್ಯುತ್ ಘಟಕದಲ್ಲಿ ಬೆಂಕಿ ಕಾಣಿಸಿಕೊಂಡಿದೆ. ಪ್ರಯಾಣಿಕರು ಸುರಕ್ಷಿತವಾಗಿದ್ದಾರೆ. xyxy=(8,656,98,687)
editorial-cartoon xyxy=(494,612,634,770)
headline-part-b: ಕರ್ನಾಟಕ ನಂ.1 xyxy=(69,143,162,163)
railway-logo-icon xyxy=(354,202,384,232)
black-swatch-icon xyxy=(613,976,623,986)
photo-air-india xyxy=(102,656,192,712)
legend-black: Black xyxy=(372,975,401,985)
